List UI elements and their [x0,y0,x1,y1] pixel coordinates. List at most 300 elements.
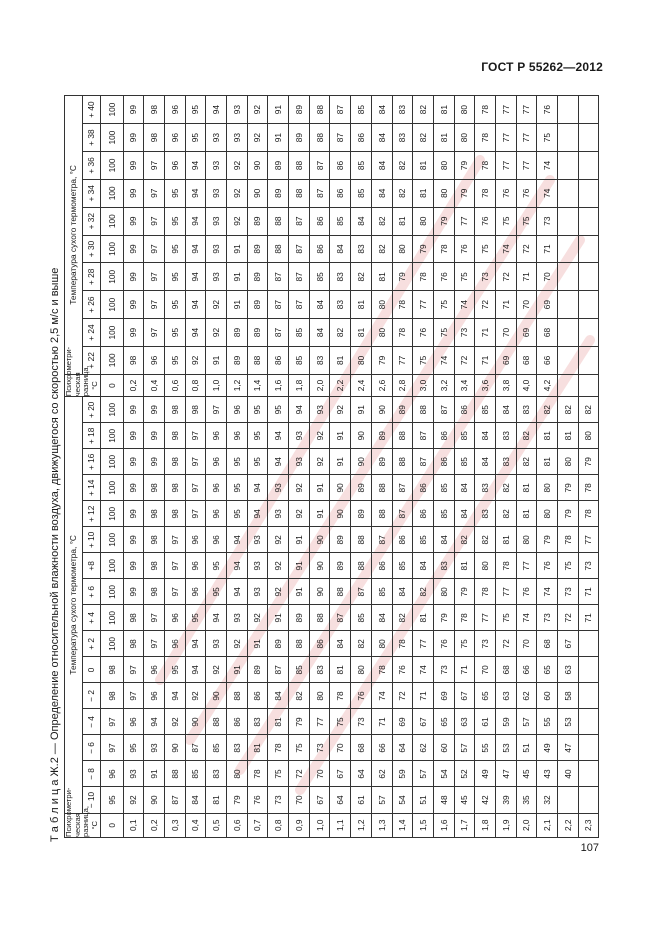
left-value-cell: 82 [413,579,434,605]
left-value-cell: 81 [537,423,558,449]
left-value-cell: 76 [516,579,537,605]
left-diff-cell: 0,5 [206,813,227,837]
left-value-cell: 70 [330,735,351,761]
left-value-cell: 75 [268,761,289,787]
left-value-cell: 95 [206,579,227,605]
left-value-cell: 100 [100,579,123,605]
left-value-cell: 83 [433,553,454,579]
left-value-cell: 99 [123,449,144,475]
left-value-cell: 77 [309,709,330,735]
left-value-cell: 97 [185,501,206,527]
left-value-cell: 93 [144,735,165,761]
right-diff-cell: 1,8 [289,374,310,396]
right-value-cell: 86 [309,235,330,263]
left-value-cell: 78 [371,657,392,683]
table-row [371,96,392,838]
left-value-cell: 68 [495,657,516,683]
left-value-cell: 86 [433,423,454,449]
left-diff-cell: 0,2 [144,813,165,837]
left-value-cell: 73 [475,631,496,657]
right-value-cell: 72 [475,291,496,319]
right-value-cell [578,124,599,152]
left-value-cell: 89 [351,501,372,527]
table-row [185,96,206,838]
left-value-cell: 45 [454,787,475,813]
left-diff-cell: 0,9 [289,813,310,837]
left-value-cell: 78 [578,475,599,501]
right-value-cell: 92 [247,96,268,124]
left-value-cell [578,761,599,787]
left-value-cell: 88 [227,683,248,709]
right-value-cell: 93 [206,124,227,152]
left-value-cell: 59 [392,761,413,787]
left-value-cell: 87 [392,475,413,501]
left-value-cell: 85 [185,761,206,787]
left-value-cell: 66 [516,657,537,683]
left-value-cell: 78 [330,683,351,709]
right-value-cell: 88 [309,124,330,152]
left-value-cell: 78 [475,579,496,605]
left-value-cell: 91 [309,501,330,527]
right-value-cell: 84 [371,124,392,152]
left-value-cell: 94 [206,605,227,631]
right-value-cell: 74 [433,346,454,374]
left-value-cell: 88 [371,501,392,527]
right-value-cell: 74 [537,152,558,180]
left-value-cell: 100 [100,423,123,449]
right-value-cell: 99 [123,235,144,263]
table-row [100,96,123,838]
right-value-cell: 100 [100,263,123,291]
right-value-cell: 71 [475,346,496,374]
right-value-cell: 84 [371,96,392,124]
left-value-cell: 93 [289,423,310,449]
right-value-cell: 79 [413,235,434,263]
left-value-cell: 75 [330,709,351,735]
right-value-cell: 78 [392,291,413,319]
right-diff-cell [557,374,578,396]
right-value-cell: 89 [289,124,310,152]
left-value-cell: 100 [100,501,123,527]
left-value-cell: 92 [309,449,330,475]
left-value-cell: 91 [330,449,351,475]
right-value-cell [578,319,599,347]
left-value-cell: 72 [392,683,413,709]
left-temp-header: − 4 [82,709,100,735]
right-value-cell: 91 [227,235,248,263]
left-value-cell: 80 [433,579,454,605]
left-value-cell: 96 [206,449,227,475]
right-value-cell: 78 [475,152,496,180]
left-value-cell: 82 [289,683,310,709]
right-value-cell: 97 [144,291,165,319]
left-value-cell: 91 [351,397,372,423]
right-value-cell: 93 [206,152,227,180]
left-value-cell: 96 [123,709,144,735]
left-value-cell: 81 [516,475,537,501]
left-value-cell: 67 [309,787,330,813]
right-value-cell: 83 [392,124,413,152]
right-value-cell [557,346,578,374]
right-temp-header: + 38 [82,124,100,152]
right-value-cell: 74 [537,179,558,207]
right-value-cell: 95 [165,207,186,235]
right-value-cell: 95 [165,346,186,374]
left-value-cell: 95 [247,397,268,423]
left-value-cell: 73 [578,553,599,579]
left-value-cell: 88 [413,397,434,423]
left-value-cell: 99 [123,553,144,579]
right-diff-cell: 3,8 [495,374,516,396]
right-value-cell: 85 [351,152,372,180]
right-value-cell [578,96,599,124]
left-value-cell: 63 [495,683,516,709]
left-value-cell: 92 [227,631,248,657]
left-value-cell: 96 [165,631,186,657]
table-row [309,96,330,838]
left-value-cell: 74 [537,579,558,605]
left-temp-header: + 2 [82,631,100,657]
left-value-cell: 86 [413,475,434,501]
left-value-cell: 84 [454,475,475,501]
left-value-cell: 72 [495,631,516,657]
left-value-cell: 73 [557,579,578,605]
left-value-cell: 82 [392,605,413,631]
left-value-cell: 92 [165,709,186,735]
right-value-cell: 85 [289,319,310,347]
right-value-cell: 70 [495,319,516,347]
left-value-cell: 94 [247,501,268,527]
left-value-cell: 98 [165,449,186,475]
right-value-cell: 100 [100,152,123,180]
right-value-cell: 77 [392,346,413,374]
left-value-cell: 96 [206,527,227,553]
right-value-cell: 100 [100,235,123,263]
left-value-cell: 96 [206,501,227,527]
left-value-cell: 83 [516,397,537,423]
left-value-cell: 86 [392,527,413,553]
left-value-cell: 98 [144,475,165,501]
left-value-cell: 43 [537,761,558,787]
right-value-cell: 88 [289,152,310,180]
right-value-cell: 75 [495,207,516,235]
left-value-cell: 88 [309,605,330,631]
right-value-cell: 99 [123,207,144,235]
left-value-cell: 92 [309,423,330,449]
left-value-cell: 91 [289,579,310,605]
right-value-cell: 87 [289,207,310,235]
left-value-cell: 80 [371,631,392,657]
right-value-cell: 77 [495,96,516,124]
right-diff-cell: 4,0 [516,374,537,396]
left-value-cell: 76 [351,683,372,709]
right-value-cell: 69 [495,346,516,374]
right-value-cell: 92 [227,152,248,180]
left-value-cell: 55 [475,735,496,761]
left-value-cell: 89 [289,605,310,631]
right-value-cell: 89 [247,235,268,263]
left-value-cell: 85 [433,501,454,527]
left-value-cell: 99 [123,423,144,449]
left-value-cell: 90 [309,527,330,553]
left-value-cell: 92 [247,605,268,631]
left-value-cell: 82 [454,527,475,553]
left-value-cell: 86 [454,397,475,423]
right-value-cell [578,207,599,235]
left-value-cell: 91 [227,657,248,683]
right-value-cell: 71 [475,319,496,347]
left-value-cell: 94 [289,397,310,423]
right-value-cell: 79 [371,346,392,374]
left-value-cell: 84 [413,553,434,579]
left-value-cell: 95 [206,553,227,579]
left-value-cell: 98 [144,579,165,605]
left-temp-header: + 14 [82,475,100,501]
right-value-cell: 81 [392,207,413,235]
right-value-cell: 72 [495,263,516,291]
left-value-cell: 84 [330,631,351,657]
left-value-cell: 40 [557,761,578,787]
right-value-cell: 72 [516,235,537,263]
right-value-cell: 88 [247,346,268,374]
left-diff-cell: 0,8 [268,813,289,837]
right-value-cell: 96 [165,124,186,152]
left-value-cell: 87 [413,423,434,449]
right-value-cell: 83 [392,96,413,124]
right-value-cell: 89 [247,319,268,347]
left-value-cell: 92 [330,397,351,423]
left-value-cell: 96 [185,579,206,605]
right-value-cell: 82 [392,152,413,180]
left-value-cell: 86 [247,683,268,709]
left-diff-cell: 0,1 [123,813,144,837]
right-value-cell: 88 [268,235,289,263]
right-value-cell: 70 [537,263,558,291]
left-value-cell: 57 [413,761,434,787]
left-value-cell: 90 [185,709,206,735]
right-value-cell: 94 [185,152,206,180]
right-value-cell: 75 [433,291,454,319]
left-value-cell: 66 [371,735,392,761]
right-value-cell: 86 [330,179,351,207]
right-value-cell: 76 [454,235,475,263]
left-value-cell: 76 [247,787,268,813]
left-value-cell: 96 [206,475,227,501]
left-value-cell: 80 [227,761,248,787]
left-value-cell: 90 [165,735,186,761]
right-value-cell: 80 [454,96,475,124]
table-row [413,96,434,838]
right-value-cell: 79 [454,152,475,180]
right-value-cell: 85 [289,346,310,374]
right-value-cell: 86 [351,124,372,152]
right-diff-cell: 1,4 [247,374,268,396]
right-value-cell: 70 [516,291,537,319]
left-value-cell: 91 [330,423,351,449]
left-value-cell: 81 [495,527,516,553]
right-value-cell: 95 [185,124,206,152]
left-value-cell: 78 [454,605,475,631]
left-value-cell: 82 [351,631,372,657]
left-value-cell: 90 [330,501,351,527]
right-value-cell: 97 [144,179,165,207]
right-value-cell: 93 [206,263,227,291]
left-value-cell: 91 [309,475,330,501]
left-value-cell: 99 [144,449,165,475]
left-value-cell: 90 [330,475,351,501]
right-value-cell [557,235,578,263]
left-value-cell: 83 [475,501,496,527]
right-value-cell: 76 [516,179,537,207]
left-value-cell: 100 [100,449,123,475]
left-value-cell: 67 [557,631,578,657]
table-row [495,96,516,838]
left-value-cell: 85 [413,527,434,553]
left-value-cell: 92 [289,501,310,527]
left-value-cell: 47 [495,761,516,787]
left-value-cell: 78 [392,631,413,657]
left-value-cell: 85 [454,449,475,475]
left-value-cell: 63 [557,657,578,683]
left-value-cell: 45 [516,761,537,787]
left-value-cell: 95 [227,475,248,501]
left-value-cell: 51 [516,735,537,761]
right-diff-cell: 3,6 [475,374,496,396]
right-value-cell: 99 [123,152,144,180]
left-value-cell: 64 [330,787,351,813]
right-value-cell: 89 [227,346,248,374]
right-diff-cell: 0,4 [144,374,165,396]
left-value-cell: 89 [268,631,289,657]
left-value-cell: 97 [123,657,144,683]
left-value-cell: 95 [227,501,248,527]
table-row [227,96,248,838]
right-value-cell: 85 [309,263,330,291]
right-value-cell: 75 [475,235,496,263]
left-value-cell: 79 [578,449,599,475]
left-value-cell: 82 [475,527,496,553]
right-value-cell: 77 [495,152,516,180]
left-value-cell: 79 [289,709,310,735]
right-value-cell: 94 [185,319,206,347]
left-value-cell: 82 [537,397,558,423]
table-row [475,96,496,838]
right-value-cell: 66 [537,346,558,374]
right-value-cell: 83 [330,291,351,319]
left-temp-header: + 4 [82,605,100,631]
left-value-cell: 86 [413,501,434,527]
left-value-cell: 96 [227,423,248,449]
right-value-cell: 74 [495,235,516,263]
left-temp-header: + 12 [82,501,100,527]
left-value-cell: 67 [330,761,351,787]
right-value-cell: 99 [123,291,144,319]
right-value-cell [557,291,578,319]
left-value-cell: 88 [351,553,372,579]
left-value-cell: 84 [475,449,496,475]
left-diff-cell: 1,3 [371,813,392,837]
left-diff-cell: 1,7 [454,813,475,837]
right-value-cell: 72 [454,346,475,374]
left-value-cell: 98 [165,397,186,423]
left-value-cell: 83 [475,475,496,501]
left-value-cell: 78 [495,553,516,579]
left-value-cell: 89 [392,397,413,423]
right-value-cell: 76 [433,263,454,291]
right-value-cell: 92 [227,179,248,207]
left-value-cell: 85 [289,657,310,683]
right-value-cell: 81 [413,152,434,180]
left-diff-cell: 0,3 [165,813,186,837]
left-value-cell: 82 [516,423,537,449]
left-value-cell: 91 [289,553,310,579]
right-value-cell: 95 [165,235,186,263]
left-value-cell: 79 [454,579,475,605]
left-value-cell: 93 [247,527,268,553]
left-value-cell: 95 [100,787,123,813]
left-value-cell: 75 [495,605,516,631]
right-value-cell: 76 [495,179,516,207]
right-diff-cell: 1,0 [206,374,227,396]
right-value-cell: 91 [268,96,289,124]
left-value-cell: 92 [268,527,289,553]
right-value-cell: 82 [413,96,434,124]
right-value-cell: 84 [309,291,330,319]
left-value-cell: 100 [100,397,123,423]
right-value-cell: 90 [247,179,268,207]
left-value-cell: 98 [144,527,165,553]
left-value-cell: 73 [537,605,558,631]
right-value-cell: 80 [371,291,392,319]
left-value-cell: 70 [309,761,330,787]
left-value-cell: 84 [495,397,516,423]
left-value-cell: 84 [454,501,475,527]
right-value-cell: 89 [268,152,289,180]
left-value-cell: 79 [227,787,248,813]
right-value-cell: 87 [309,152,330,180]
left-value-cell: 83 [495,423,516,449]
left-value-cell: 97 [185,449,206,475]
left-temp-header: 0 [82,657,100,683]
left-value-cell: 87 [185,735,206,761]
left-value-cell: 75 [289,735,310,761]
right-value-cell: 77 [516,96,537,124]
right-diff-cell: 2,2 [330,374,351,396]
table-body [100,96,598,838]
left-value-cell: 77 [578,527,599,553]
right-value-cell: 82 [371,235,392,263]
left-value-cell: 64 [351,761,372,787]
right-value-cell [578,291,599,319]
right-value-cell: 87 [268,263,289,291]
left-value-cell: 80 [516,527,537,553]
humidity-table [64,95,599,838]
right-value-cell: 75 [537,124,558,152]
left-value-cell: 73 [351,709,372,735]
right-diff-cell: 0,8 [185,374,206,396]
right-value-cell: 80 [392,235,413,263]
document-id: ГОСТ Р 55262—2012 [481,60,603,74]
left-value-cell: 91 [268,605,289,631]
left-value-cell: 73 [309,735,330,761]
left-value-cell: 96 [185,527,206,553]
right-value-cell: 75 [413,346,434,374]
left-value-cell: 95 [268,397,289,423]
left-value-cell: 88 [206,709,227,735]
left-value-cell: 60 [537,683,558,709]
left-value-cell: 80 [537,501,558,527]
right-value-cell: 89 [289,96,310,124]
